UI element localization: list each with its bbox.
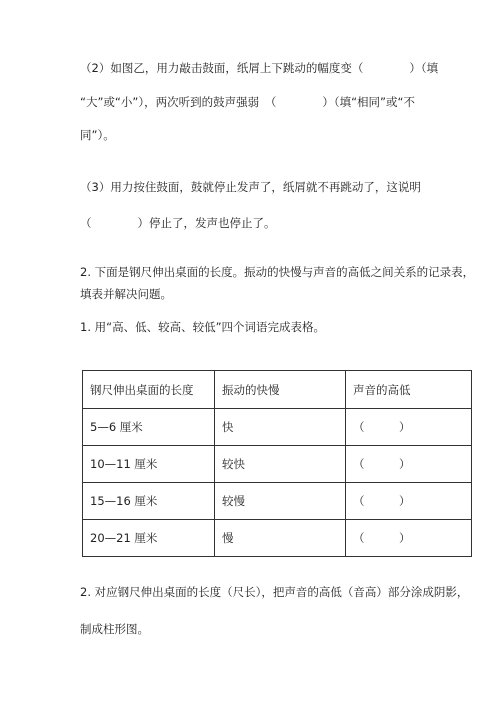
q2-line-2: “大”或“小”），两次听到的鼓声强弱 （ ）（填“相同”或“不 xyxy=(80,95,415,109)
cell-length: 20—21 厘米 xyxy=(83,520,215,557)
q3-line-1: （3）用力按住鼓面，鼓就停止发声了，纸屑就不再跳动了，这说明 xyxy=(80,180,421,194)
record-table xyxy=(82,370,472,557)
table-row xyxy=(83,483,472,520)
cell-speed: 快 xyxy=(215,409,346,446)
q2-line-3: 同”）。 xyxy=(80,128,115,142)
sub-question-1: 1. 用“高、低、较高、较低”四个词语完成表格。 xyxy=(80,320,326,334)
answer-blank[interactable]: （ ） xyxy=(346,483,472,520)
cell-speed: 慢 xyxy=(215,520,346,557)
header-vibration-speed: 振动的快慢 xyxy=(215,371,346,409)
table-header-row xyxy=(83,371,472,409)
cell-length: 10—11 厘米 xyxy=(83,446,215,483)
question2-intro-line-1: 2. 下面是钢尺伸出桌面的长度。振动的快慢与声音的高低之间关系的记录表， xyxy=(80,265,475,279)
cell-speed: 较快 xyxy=(215,446,346,483)
sub-question-2-line-2: 制成柱形图。 xyxy=(80,622,149,636)
table-row xyxy=(83,409,472,446)
question2-intro-line-2: 填表并解决问题。 xyxy=(80,287,172,301)
header-pitch: 声音的高低 xyxy=(346,371,472,409)
q3-line-2: （ ）停止了，发声也停止了。 xyxy=(80,216,276,230)
answer-blank[interactable]: （ ） xyxy=(346,520,472,557)
cell-speed: 较慢 xyxy=(215,483,346,520)
answer-blank[interactable]: （ ） xyxy=(346,409,472,446)
answer-blank[interactable]: （ ） xyxy=(346,446,472,483)
sub-question-2-line-1: 2. 对应钢尺伸出桌面的长度（尺长），把声音的高低（音高）部分涂成阴影， xyxy=(80,585,469,599)
header-ruler-length: 钢尺伸出桌面的长度 xyxy=(83,371,215,409)
table-row xyxy=(83,446,472,483)
cell-length: 5—6 厘米 xyxy=(83,409,215,446)
table-row xyxy=(83,520,472,557)
cell-length: 15—16 厘米 xyxy=(83,483,215,520)
q2-line-1: （2）如图乙，用力敲击鼓面，纸屑上下跳动的幅度变（ ）（填 xyxy=(80,61,439,75)
